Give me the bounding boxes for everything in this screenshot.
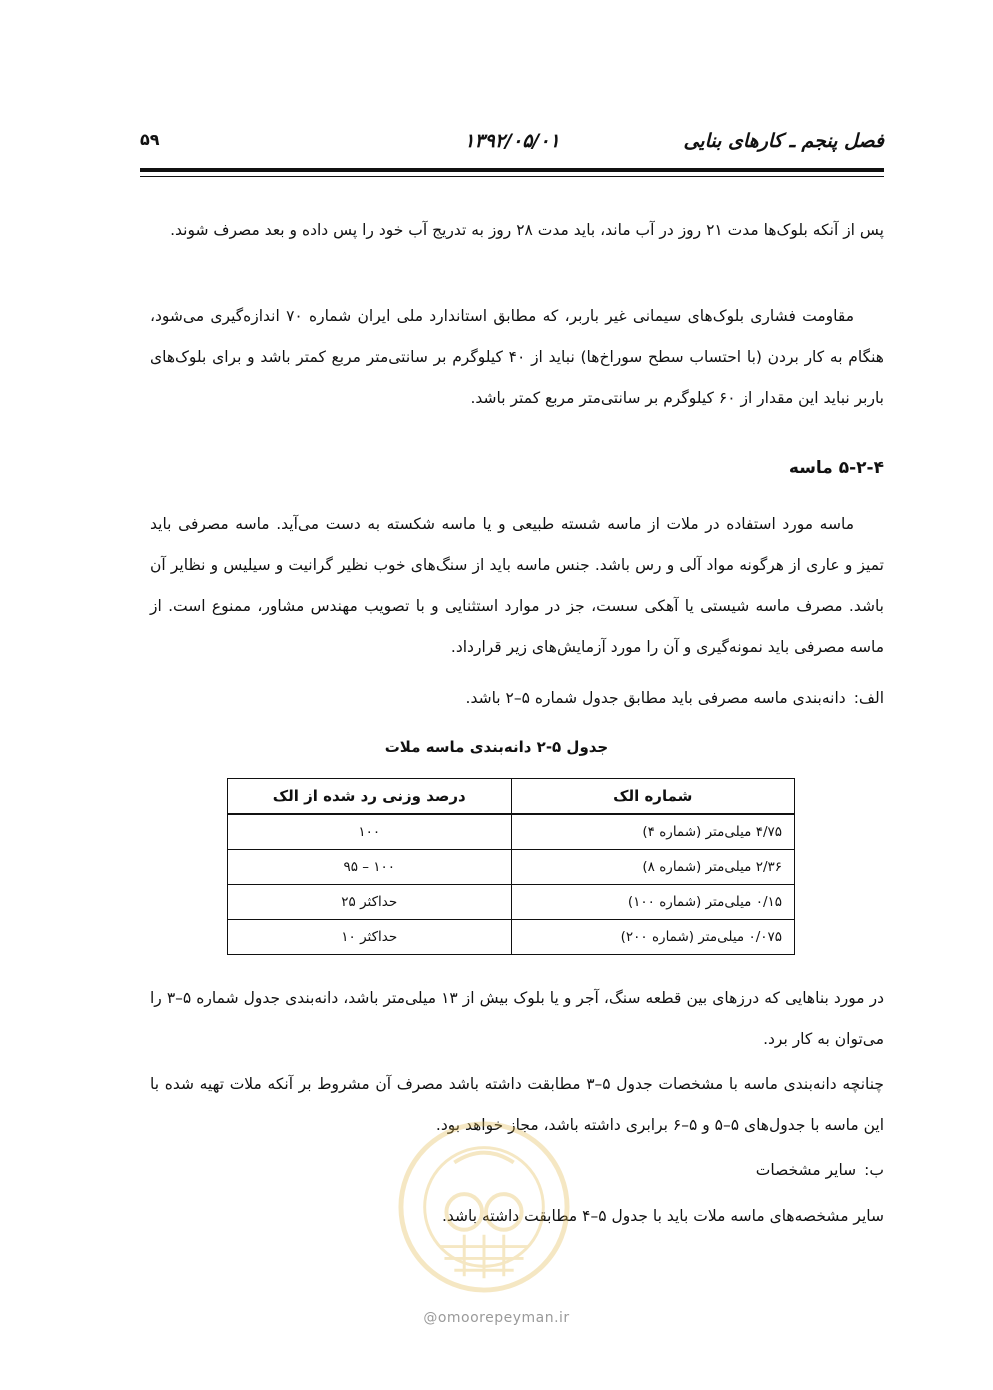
paragraph-grading-compliance: چنانچه دانه‌بندی ماسه با مشخصات جدول ۵–۳ مطابقت داشته باشد مصرف آن مشروط بر آنکه ملات تهیه شده با این ماسه با جدول‌های ۵–۵ و ۵–۶ برابری داشته باشد، مجاز خواهد بود. bbox=[150, 1075, 884, 1134]
item-a bbox=[150, 678, 884, 719]
paragraph-other-specs: سایر مشخصه‌های ماسه ملات باید با جدول ۵–۴ مطابقت داشته باشد. bbox=[441, 1207, 884, 1225]
item-a-text: دانه‌بندی ماسه مصرفی باید مطابق جدول شماره ۵–۲ باشد. bbox=[465, 689, 846, 707]
header-sieve-number: شماره الک bbox=[511, 779, 795, 815]
sieve-cell: ۰/۰۷۵ میلی‌متر (شماره ۲۰۰) bbox=[511, 920, 795, 955]
table-row bbox=[228, 920, 795, 955]
header-date: ۱۳۹۲/۰۵/۰۱ bbox=[464, 130, 560, 152]
watermark-site-text: @omoorepeyman.ir bbox=[423, 1310, 570, 1326]
table-title: جدول ۵-۲ دانه‌بندی ماسه ملات bbox=[384, 738, 609, 756]
table-row bbox=[228, 850, 795, 885]
sieve-cell: ۴/۷۵ میلی‌متر (شماره ۴) bbox=[511, 814, 795, 850]
percent-cell: حداکثر ۱۰ bbox=[228, 920, 512, 955]
percent-cell: ۱۰۰ – ۹۵ bbox=[228, 850, 512, 885]
table-header-row bbox=[228, 779, 795, 815]
table-row bbox=[228, 885, 795, 920]
table-row bbox=[228, 814, 795, 850]
watermark-logo-icon bbox=[395, 1118, 573, 1296]
item-b-text: سایر مشخصات bbox=[755, 1161, 857, 1179]
page-number: ۵۹ bbox=[140, 130, 160, 149]
grading-table bbox=[227, 778, 795, 955]
section-heading-sand: ۵-۲-۴ ماسه bbox=[788, 458, 884, 478]
paragraph-joint-thickness: در مورد بناهایی که درزهای بین قطعه سنگ، آجر و یا بلوک بیش از ۱۳ میلی‌متر باشد، دانه‌بندی جدول شماره ۵–۳ را می‌توان به کار برد. bbox=[150, 989, 884, 1048]
sieve-cell: ۲/۳۶ میلی‌متر (شماره ۸) bbox=[511, 850, 795, 885]
sieve-cell: ۰/۱۵ میلی‌متر (شماره ۱۰۰) bbox=[511, 885, 795, 920]
paragraph-compressive-strength: مقاومت فشاری بلوک‌های سیمانی غیر باربر، که مطابق استاندارد ملی ایران شماره ۷۰ اندازه‌گیری می‌شود، هنگام به کار بردن (با احتساب سطح سوراخ‌ها) نباید از ۴۰ کیلوگرم بر سانتی‌متر مربع کمتر باشد و برای بلوک‌های باربر نباید این مقدار از ۶۰ کیلوگرم بر سانتی‌متر مربع کمتر باشد. bbox=[150, 307, 884, 407]
percent-cell: ۱۰۰ bbox=[228, 814, 512, 850]
item-b-label: ب: bbox=[864, 1161, 884, 1179]
header-passing-percent: درصد وزنی رد شده از الک bbox=[228, 779, 512, 815]
percent-cell: حداکثر ۲۵ bbox=[228, 885, 512, 920]
header-rule-thick bbox=[140, 168, 884, 172]
chapter-title: فصل پنجم ـ کارهای بنایی bbox=[683, 130, 884, 152]
paragraph-sand-description: ماسه مورد استفاده در ملات از ماسه شسته طبیعی و یا ماسه شکسته به دست می‌آید. ماسه مصرفی باید تمیز و عاری از هرگونه مواد آلی و رس باشد. جنس ماسه باید از سنگ‌های خوب نظیر گرانیت و سیلیس و نظایر آن باشد. مصرف ماسه شیستی یا آهکی سست، جز در موارد استثنایی و با تصویب مهندس مشاور، ممنوع است. از ماسه مصرفی باید نمونه‌گیری و آن را مورد آزمایش‌های زیر قرارداد. bbox=[150, 515, 884, 656]
item-a-label: الف: bbox=[853, 689, 884, 707]
header-rule-thin bbox=[140, 176, 884, 177]
paragraph-blocks-drying: پس از آنکه بلوک‌ها مدت ۲۱ روز در آب ماند، باید مدت ۲۸ روز به تدریج آب خود را پس داده و بعد مصرف شوند. bbox=[170, 221, 884, 239]
page-header bbox=[140, 122, 884, 158]
